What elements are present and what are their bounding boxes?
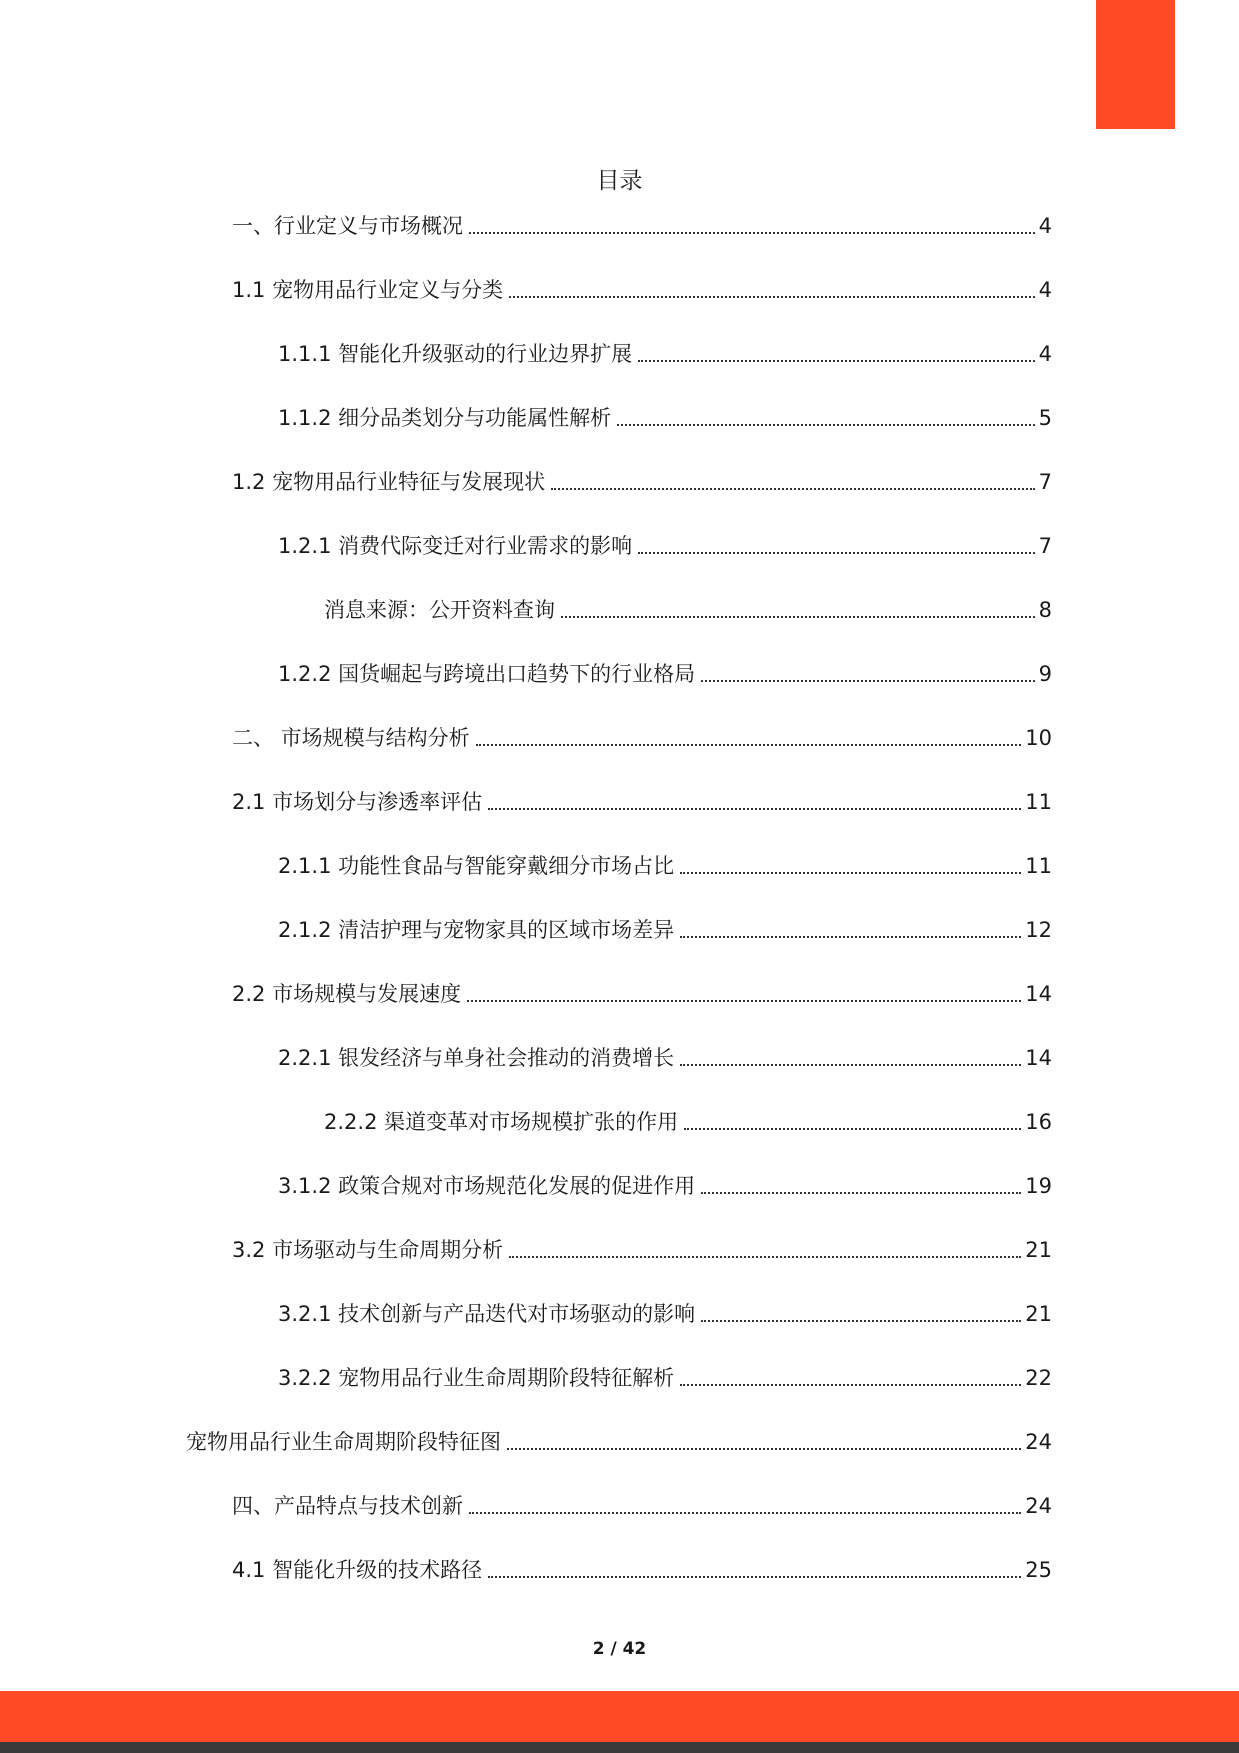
toc-entry-text: 4.1 智能化升级的技术路径 — [232, 1558, 483, 1582]
toc-entry-19[interactable] — [278, 1363, 1052, 1393]
toc-entry-page: 24 — [1025, 1494, 1052, 1518]
toc-dot-leader — [684, 1128, 1021, 1130]
toc-entry-22[interactable] — [232, 1555, 1052, 1585]
toc-dot-leader — [701, 1192, 1021, 1194]
toc-dot-leader — [551, 488, 1035, 490]
toc-entry-page: 9 — [1038, 662, 1052, 686]
toc-entry-page: 11 — [1025, 790, 1052, 814]
footer-dark-strip — [0, 1742, 1239, 1753]
toc-entry-1[interactable] — [232, 211, 1052, 241]
toc-entry-page: 14 — [1025, 982, 1052, 1006]
toc-entry-6[interactable] — [278, 531, 1052, 561]
toc-entry-12[interactable] — [278, 915, 1052, 945]
toc-entry-page: 4 — [1038, 214, 1052, 238]
toc-entry-page: 21 — [1025, 1302, 1052, 1326]
toc-entry-text: 二、 市场规模与结构分析 — [232, 726, 470, 750]
toc-entry-page: 14 — [1025, 1046, 1052, 1070]
toc-dot-leader — [680, 1384, 1021, 1386]
toc-entry-text: 宠物用品行业生命周期阶段特征图 — [186, 1430, 501, 1454]
toc-entry-text: 3.2.2 宠物用品行业生命周期阶段特征解析 — [278, 1366, 675, 1390]
toc-dot-leader — [469, 232, 1035, 234]
toc-entry-text: 2.1.2 清洁护理与宠物家具的区域市场差异 — [278, 918, 675, 942]
toc-dot-leader — [701, 680, 1035, 682]
toc-entry-text: 2.2.1 银发经济与单身社会推动的消费增长 — [278, 1046, 675, 1070]
toc-entry-text: 2.2.2 渠道变革对市场规模扩张的作用 — [324, 1110, 679, 1134]
toc-entry-17[interactable] — [232, 1235, 1052, 1265]
toc-entry-11[interactable] — [278, 851, 1052, 881]
toc-entry-text: 1.2.2 国货崛起与跨境出口趋势下的行业格局 — [278, 662, 696, 686]
toc-entry-text: 1.1.2 细分品类划分与功能属性解析 — [278, 406, 612, 430]
toc-entry-2[interactable] — [232, 275, 1052, 305]
toc-entry-text: 一、行业定义与市场概况 — [232, 214, 463, 238]
toc-dot-leader — [617, 424, 1035, 426]
toc-dot-leader — [476, 744, 1022, 746]
page-indicator: 2 / 42 — [592, 1639, 647, 1659]
toc-entry-text: 1.1.1 智能化升级驱动的行业边界扩展 — [278, 342, 633, 366]
toc-entry-text: 1.2.1 消费代际变迁对行业需求的影响 — [278, 534, 633, 558]
toc-dot-leader — [680, 872, 1021, 874]
toc-dot-leader — [638, 552, 1035, 554]
toc-entry-page: 22 — [1025, 1366, 1052, 1390]
toc-dot-leader — [561, 616, 1035, 618]
toc-dot-leader — [488, 808, 1021, 810]
toc-entry-20[interactable] — [186, 1427, 1052, 1457]
toc-entry-page: 25 — [1025, 1558, 1052, 1582]
toc-entry-10[interactable] — [232, 787, 1052, 817]
toc-entry-page: 5 — [1038, 406, 1052, 430]
toc-dot-leader — [509, 1256, 1021, 1258]
toc-entry-page: 7 — [1038, 470, 1052, 494]
toc-entry-page: 8 — [1038, 598, 1052, 622]
toc-entry-4[interactable] — [278, 403, 1052, 433]
toc-entry-text: 2.1 市场划分与渗透率评估 — [232, 790, 483, 814]
toc-entry-page: 11 — [1025, 854, 1052, 878]
toc-entry-page: 10 — [1025, 726, 1052, 750]
toc-entry-13[interactable] — [232, 979, 1052, 1009]
toc-dot-leader — [467, 1000, 1021, 1002]
toc-entry-8[interactable] — [278, 659, 1052, 689]
toc-dot-leader — [469, 1512, 1021, 1514]
toc-dot-leader — [680, 1064, 1021, 1066]
toc-entry-text: 1.1 宠物用品行业定义与分类 — [232, 278, 504, 302]
toc-entry-7[interactable] — [324, 595, 1052, 625]
toc-entry-14[interactable] — [278, 1043, 1052, 1073]
toc-entry-page: 7 — [1038, 534, 1052, 558]
toc-entry-page: 4 — [1038, 278, 1052, 302]
toc-entry-21[interactable] — [232, 1491, 1052, 1521]
toc-entry-15[interactable] — [324, 1107, 1052, 1137]
toc-entry-page: 4 — [1038, 342, 1052, 366]
toc-dot-leader — [507, 1448, 1021, 1450]
corner-accent-block — [1096, 0, 1175, 129]
toc-entry-9[interactable] — [232, 723, 1052, 753]
toc-entry-3[interactable] — [278, 339, 1052, 369]
toc-entry-text: 3.2 市场驱动与生命周期分析 — [232, 1238, 504, 1262]
toc-entry-5[interactable] — [232, 467, 1052, 497]
toc-entry-page: 24 — [1025, 1430, 1052, 1454]
toc-entry-16[interactable] — [278, 1171, 1052, 1201]
toc-entry-page: 21 — [1025, 1238, 1052, 1262]
toc-entry-18[interactable] — [278, 1299, 1052, 1329]
footer-accent-bar — [0, 1691, 1239, 1742]
toc-entry-text: 3.2.1 技术创新与产品迭代对市场驱动的影响 — [278, 1302, 696, 1326]
toc-entry-text: 2.1.1 功能性食品与智能穿戴细分市场占比 — [278, 854, 675, 878]
toc-entry-page: 16 — [1025, 1110, 1052, 1134]
toc-dot-leader — [638, 360, 1035, 362]
toc-entry-text: 四、产品特点与技术创新 — [232, 1494, 463, 1518]
toc-entry-page: 12 — [1025, 918, 1052, 942]
toc-entry-text: 1.2 宠物用品行业特征与发展现状 — [232, 470, 546, 494]
toc-dot-leader — [488, 1576, 1021, 1578]
toc-entry-page: 19 — [1025, 1174, 1052, 1198]
toc-dot-leader — [701, 1320, 1021, 1322]
toc-title: 目录 — [596, 168, 643, 194]
toc-entry-text: 3.1.2 政策合规对市场规范化发展的促进作用 — [278, 1174, 696, 1198]
toc-entry-text: 消息来源：公开资料查询 — [324, 598, 555, 622]
toc-entry-text: 2.2 市场规模与发展速度 — [232, 982, 462, 1006]
toc-dot-leader — [680, 936, 1021, 938]
toc-dot-leader — [509, 296, 1035, 298]
